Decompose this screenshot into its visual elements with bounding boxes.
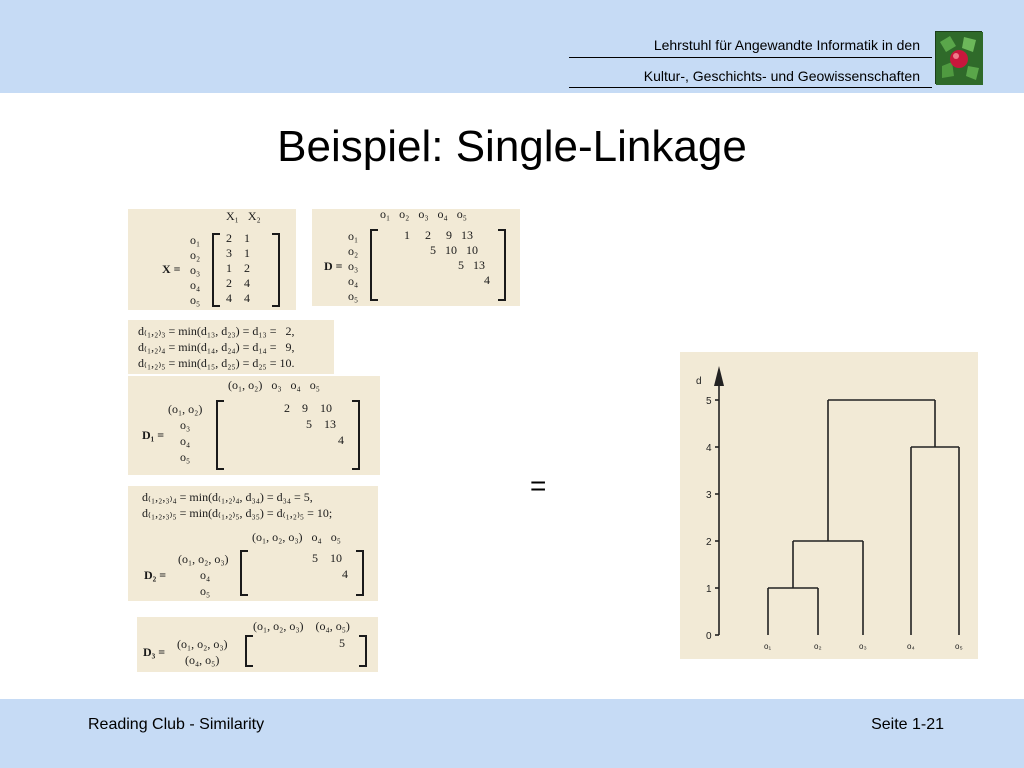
- matrix-d2-row-label: o₅: [200, 584, 211, 598]
- matrix-d3-row-label: (o₄, o₅): [185, 653, 220, 667]
- matrix-d1-columns: (o₁, o₂) o₃ o₄ o₅: [228, 378, 320, 392]
- matrix-bracket-right: [359, 635, 367, 667]
- matrix-bracket-left: [370, 229, 378, 301]
- dendrogram-leaf-label: o₅: [955, 642, 963, 651]
- matrix-d-row-label: o₁: [348, 229, 359, 243]
- matrix-d-row-values: 1 2 9 13: [404, 228, 473, 242]
- matrix-d-row-values: 4: [484, 273, 490, 287]
- dendrogram-axis-arrow: [714, 366, 724, 386]
- dendrogram-chart: [680, 352, 978, 659]
- dendrogram-y-tick-label: 1: [706, 584, 712, 595]
- matrix-bracket-left: [216, 400, 224, 470]
- matrix-d3-row-label: (o₁, o₂, o₃): [177, 637, 228, 651]
- matrix-bracket-left: [240, 550, 248, 596]
- dendrogram-leaf-label: o₃: [859, 642, 867, 651]
- dendrogram-leaf-label: o₄: [907, 642, 915, 651]
- matrix-d-row-label: o₂: [348, 244, 359, 258]
- matrix-x-row-label: o₅: [190, 293, 201, 307]
- matrix-d1-row-values: 5 13: [306, 417, 336, 431]
- matrix-d2-columns: (o₁, o₂, o₃) o₄ o₅: [252, 530, 341, 544]
- matrix-x-row-label: o₄: [190, 278, 201, 292]
- matrix-d-row-values: 5 13: [458, 258, 485, 272]
- matrix-x-columns: X₁ X₂: [226, 209, 261, 223]
- dendrogram-leaf-label: o₁: [764, 642, 772, 651]
- dendrogram-y-tick-label: 0: [706, 631, 712, 642]
- matrix-bracket-left: [245, 635, 253, 667]
- step1-formula: d₍₁,₂₎₄ = min(d₁₄, d₂₄) = d₁₄ = 9,: [138, 340, 295, 354]
- matrix-x-label: X =: [162, 262, 181, 276]
- step1-formula: d₍₁,₂₎₅ = min(d₁₅, d₂₅) = d₂₅ = 10.: [138, 356, 295, 370]
- matrix-x-row-label: o₂: [190, 248, 201, 262]
- matrix-x-row-label: o₃: [190, 263, 201, 277]
- matrix-x-row-values: 3 1: [226, 246, 250, 260]
- dendrogram-svg: [680, 352, 978, 659]
- matrix-d2-row-label: o₄: [200, 568, 211, 582]
- step1-formula: d₍₁,₂₎₃ = min(d₁₃, d₂₃) = d₁₃ = 2,: [138, 324, 295, 338]
- matrix-d-scan: [312, 209, 520, 306]
- matrix-d1-row-values: 2 9 10: [284, 401, 332, 415]
- chair-name-line2: Kultur-, Geschichts- und Geowissenschaften: [643, 68, 920, 84]
- matrix-d2-label: D₂ =: [144, 568, 167, 582]
- dendrogram-y-tick-label: 4: [706, 443, 712, 454]
- matrix-d2-row-values: 5 10: [312, 551, 342, 565]
- dendrogram-y-tick-label: 3: [706, 490, 712, 501]
- matrix-bracket-right: [352, 400, 360, 470]
- dendrogram-y-label: d: [696, 376, 702, 387]
- matrix-d-columns: o₁ o₂ o₃ o₄ o₅: [380, 209, 467, 221]
- dendrogram-leaf-label: o₂: [814, 642, 822, 651]
- matrix-x-row-values: 2 4: [226, 276, 250, 290]
- header-rule-top: [569, 57, 932, 58]
- matrix-bracket-left: [212, 233, 220, 307]
- matrix-d-row-label: o₄: [348, 274, 359, 288]
- dendrogram-y-tick-label: 5: [706, 396, 712, 407]
- chair-logo: [935, 31, 982, 84]
- step2-formula: d₍₁,₂,₃₎₄ = min(d₍₁,₂₎₄, d₃₄) = d₃₄ = 5,: [142, 490, 313, 504]
- matrix-bracket-right: [356, 550, 364, 596]
- header-rule-bottom: [569, 87, 932, 88]
- equals-sign: =: [530, 470, 547, 501]
- matrix-d1-row-label: (o₁, o₂): [168, 402, 203, 416]
- matrix-x-row-values: 2 1: [226, 231, 250, 245]
- matrix-d3-label: D₃ =: [143, 645, 166, 659]
- step2-scan: [128, 486, 378, 601]
- matrix-d1-row-values: 4: [338, 433, 344, 447]
- matrix-d1-row-label: o₄: [180, 434, 191, 448]
- matrix-d1-label: D₁ =: [142, 428, 165, 442]
- step2-formula: d₍₁,₂,₃₎₅ = min(d₍₁,₂₎₅, d₃₅) = d₍₁,₂₎₅ = 10;: [142, 506, 333, 520]
- matrix-x-row-values: 4 4: [226, 291, 250, 305]
- matrix-d-row-label: o₅: [348, 289, 359, 303]
- dendrogram-y-tick-label: 2: [706, 537, 712, 548]
- matrix-d-row-label: o₃: [348, 259, 359, 273]
- matrix-bracket-right: [498, 229, 506, 301]
- matrix-d2-row-values: 4: [342, 567, 348, 581]
- matrix-d-label: D =: [324, 259, 343, 273]
- slide-title: Beispiel: Single-Linkage: [277, 122, 747, 171]
- matrix-x-row-values: 1 2: [226, 261, 250, 275]
- footer-page-number: Seite 1-21: [871, 716, 944, 733]
- step1-formulas-scan: [128, 320, 334, 374]
- matrix-x-row-label: o₁: [190, 233, 201, 247]
- matrix-x-scan: [128, 209, 296, 310]
- matrix-bracket-right: [272, 233, 280, 307]
- footer-course-title: Reading Club - Similarity: [88, 716, 265, 733]
- chair-name-line1: Lehrstuhl für Angewandte Informatik in den: [653, 37, 920, 53]
- matrix-d1-row-label: o₃: [180, 418, 191, 432]
- matrix-d-row-values: 5 10 10: [430, 243, 478, 257]
- matrix-d1-row-label: o₅: [180, 450, 191, 464]
- matrix-d3-row-values: 5: [339, 636, 345, 650]
- matrix-d2-row-label: (o₁, o₂, o₃): [178, 552, 229, 566]
- matrix-d3-columns: (o₁, o₂, o₃) (o₄, o₅): [253, 619, 350, 633]
- matrix-d1-scan: [128, 376, 380, 475]
- matrix-d3-scan: [137, 617, 378, 672]
